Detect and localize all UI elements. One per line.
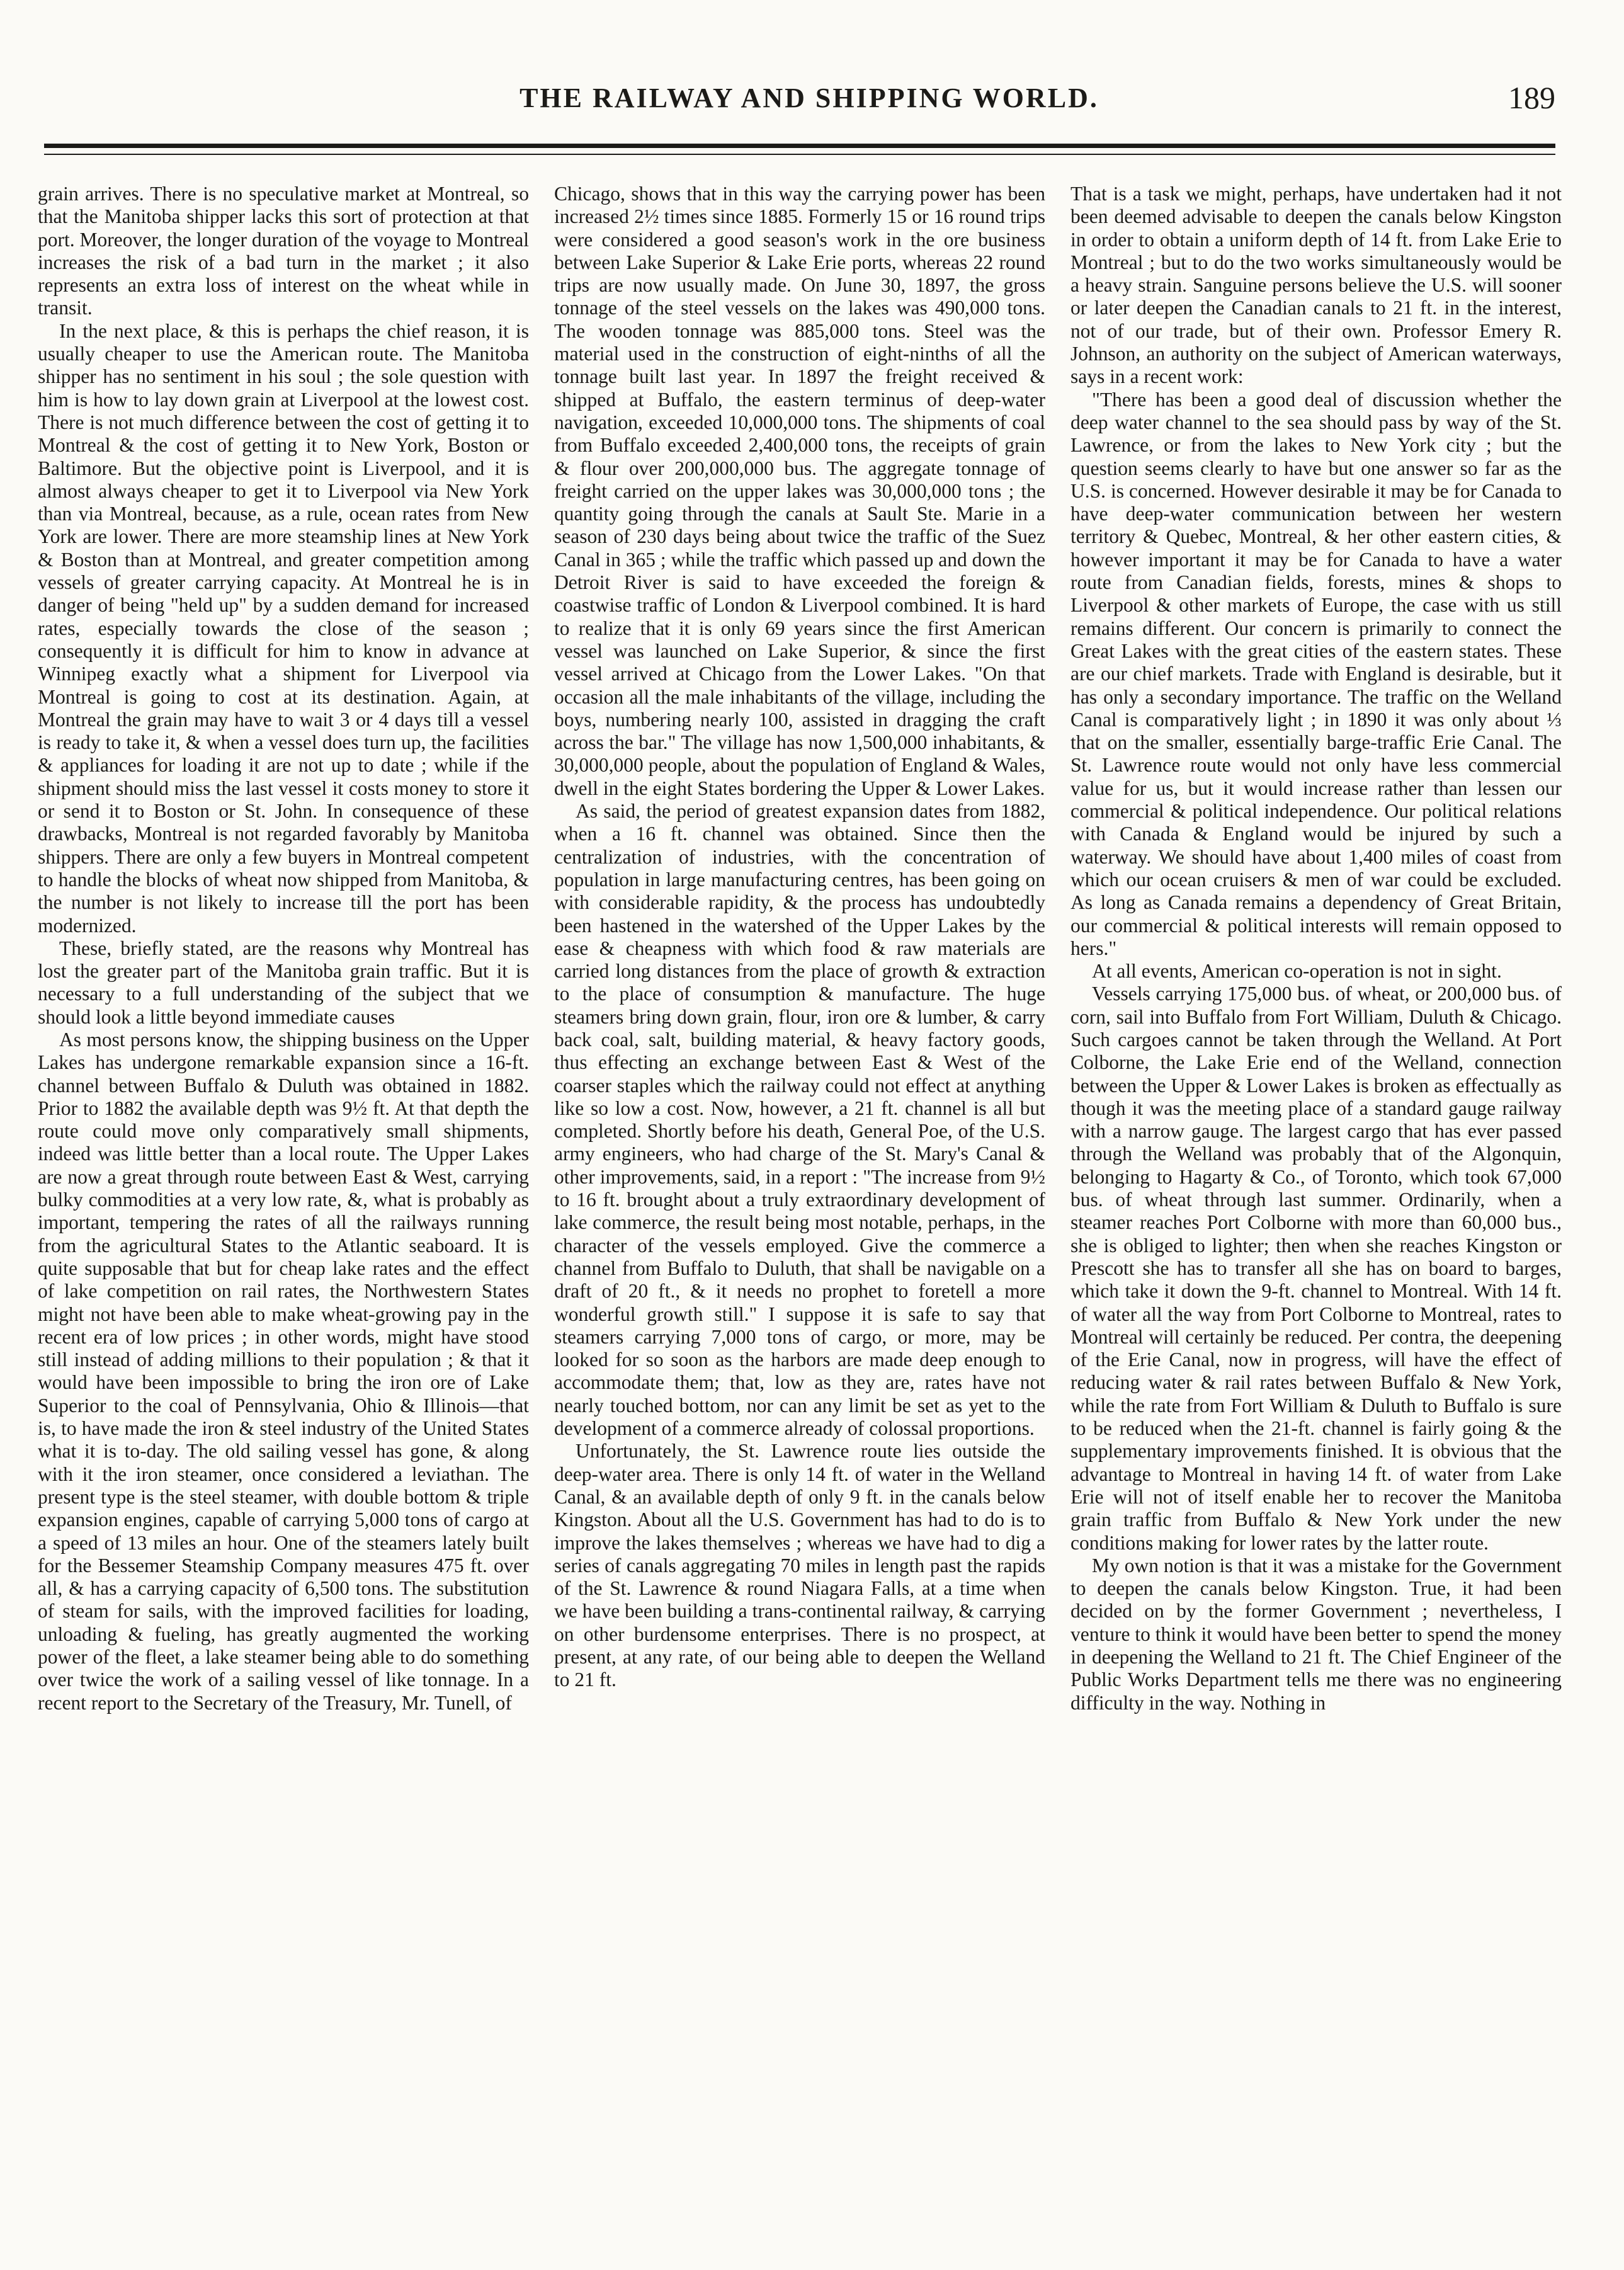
column-2 <box>554 183 1045 2217</box>
article-columns <box>38 183 1562 2217</box>
paragraph: Chicago, shows that in this way the carrying power has been increased 2½ times since 1885. Formerly 15 or 16 round trips were considered a good season's work in the ore business between Lake Superior & Lake Erie ports, whereas 22 round trips are now usually made. On June 30, 1897, the gross tonnage of the steel vessels on the lakes was 490,000 tons. The wooden tonnage was 885,000 tons. Steel was the material used in the construction of eight-ninths of all the tonnage built last year. In 1897 the freight received & shipped at Buffalo, the eastern terminus of deep-water navigation, exceeded 10,000,000 tons. The shipments of coal from Buffalo exceeded 2,400,000 tons, the receipts of grain & flour over 200,000,000 bus. The aggregate tonnage of freight carried on the upper lakes was 30,000,000 tons ; the quantity going through the canals at Sault Ste. Marie in a season of 230 days being about twice the traffic of the Suez Canal in 365 ; while the traffic which passed up and down the Detroit River is said to have exceeded the foreign & coastwise traffic of London & Liverpool combined. It is hard to realize that it is only 69 years since the first American vessel was launched on Lake Superior, & since the first vessel arrived at Chicago from the Lower Lakes. "On that occasion all the male inhabitants of the village, including the boys, numbering nearly 100, assisted in dragging the craft across the bar." The village has now 1,500,000 inhabitants, & 30,000,000 people, about the population of England & Wales, dwell in the eight States bordering the Upper & Lower Lakes. <box>554 183 1045 799</box>
paragraph: In the next place, & this is perhaps the chief reason, it is usually cheaper to use the American route. The Manitoba shipper has no sentiment in his soul ; the sole question with him is how to lay down grain at Liverpool at the lowest cost. There is not much difference between the cost of getting it to Montreal & the cost of getting it to New York, Boston or Baltimore. But the objective point is Liverpool, and it is almost always cheaper to get it to Liverpool via New York than via Montreal, because, as a rule, ocean rates from New York are lower. There are more steamship lines at New York & Boston than at Montreal, and greater competition among vessels of greater carrying capacity. At Montreal he is in danger of being "held up" by a sudden demand for increased rates, especially towards the close of the season ; consequently it is difficult for him to know in advance at Winnipeg exactly what a shipment for Liverpool via Montreal is going to cost at its destination. Again, at Montreal the grain may have to wait 3 or 4 days till a vessel is ready to take it, & when a vessel does turn up, the facilities & appliances for loading it are not up to date ; while if the shipment should miss the last vessel it costs money to store it or send it to Boston or St. John. In consequence of these drawbacks, Montreal is not regarded favorably by Manitoba shippers. There are only a few buyers in Montreal competent to handle the blocks of wheat now shipped from Manitoba, & the number is not likely to increase till the port has been modernized. <box>38 319 529 937</box>
paragraph: That is a task we might, perhaps, have undertaken had it not been deemed advisable to deepen the canals below Kingston in order to obtain a uniform depth of 14 ft. from Lake Erie to Montreal ; but to do the two works simultaneously would be a heavy strain. Sanguine persons believe the U.S. will sooner or later deepen the Canadian canals to 21 ft. in the interest, not of our trade, but of their own. Professor Emery R. Johnson, an authority on the subject of American waterways, says in a recent work: <box>1070 183 1562 388</box>
header-rule-thick <box>44 144 1555 148</box>
column-3 <box>1070 183 1562 2217</box>
header-rule-thin <box>44 154 1555 155</box>
paragraph: At all events, American co-operation is not in sight. <box>1092 960 1502 983</box>
block-quote: "There has been a good deal of discussion whether the deep water channel to the sea should pass by way of the St. Lawrence, or from the lakes to New York city ; but the question seems clearly to have but one answer so far as the U.S. is concerned. However desirable it may be for Canada to have deep-water communication between her western territory & Quebec, Montreal, & her other eastern cities, & however important it may be for Canada to have a water route from Canadian fields, forests, mines & shops to Liverpool & other markets of Europe, the case with us still remains different. Our concern is primarily to connect the Great Lakes with the great cities of the eastern states. These are our chief markets. Trade with England is desirable, but it has only a secondary importance. The traffic on the Welland Canal is comparatively light ; in 1890 it was only about ⅓ that on the smaller, essentially barge-traffic Erie Canal. The St. Lawrence route would not only have less commercial value for us, but it would increase rather than lessen our commercial & political independence. Our political relations with Canada & England would be injured by such a waterway. We should have about 1,400 miles of coast from which our ocean cruisers & men of war could be excluded. As long as Canada remains a dependency of Great Britain, our commercial & political interests will remain opposed to hers." <box>1070 388 1562 959</box>
paragraph: Unfortunately, the St. Lawrence route lies outside the deep-water area. There is only 14 ft. of water in the Welland Canal, & an available depth of only 9 ft. in the canals below Kingston. About all the U.S. Government has had to do is to improve the lakes themselves ; whereas we have had to dig a series of canals aggregating 70 miles in length past the rapids of the St. Lawrence & round Niagara Falls, at a time when we have been building a trans-continental railway, & carrying on other burdensome enterprises. There is no prospect, at present, at any rate, of our being able to deepen the Welland to 21 ft. <box>554 1440 1045 1691</box>
column-1 <box>38 183 529 2217</box>
paragraph: Vessels carrying 175,000 bus. of wheat, or 200,000 bus. of corn, sail into Buffalo from Fort William, Duluth & Chicago. Such cargoes cannot be taken through the Welland. At Port Colborne, the Lake Erie end of the Welland, connection between the Upper & Lower Lakes is broken as effectually as though it was the meeting place of a standard gauge railway with a narrow gauge. The largest cargo that has ever passed through the Welland was probably that of the Algonquin, belonging to Hagarty & Co., of Toronto, which took 67,000 bus. of wheat through last summer. Ordinarily, when a steamer reaches Port Colborne with more than 60,000 bus., she is obliged to lighter; then when she reaches Kingston or Prescott she has to transfer all she has on board to barges, which take it down the 9-ft. channel to Montreal. With 14 ft. of water all the way from Port Colborne to Montreal, rates to Montreal will certainly be reduced. Per contra, the deepening of the Erie Canal, now in progress, will have the effect of reducing water & rail rates between Buffalo & New York, while the rate from Fort William & Duluth to Buffalo is sure to be reduced when the 21-ft. channel is fairly going & the supplementary improvements finished. It is obvious that the advantage to Montreal in having 14 ft. of water from Lake Erie will not of itself enable her to recover the Manitoba grain traffic from Buffalo & New York under the new conditions making for lower rates by the latter route. <box>1070 983 1562 1554</box>
paragraph: As said, the period of greatest expansion dates from 1882, when a 16 ft. channel was obtained. Since then the centralization of industries, with the concentration of population in large manufacturing centres, has been going on with considerable rapidity, & the process has undoubtedly been hastened in the watershed of the Upper Lakes by the ease & cheapness with which food & raw materials are carried long distances from the place of growth & extraction to the place of consumption & manufacture. The huge steamers bring down grain, flour, iron ore & lumber, & carry back coal, salt, building material, & heavy factory goods, thus effecting an exchange between East & West of the coarser staples which the railway could not effect at anything like so low a cost. Now, however, a 21 ft. channel is all but completed. Shortly before his death, General Poe, of the U.S. army engineers, who had charge of the St. Mary's Canal & other improvements, said, in a report : "The increase from 9½ to 16 ft. brought about a truly extraordinary development of lake commerce, the result being most notable, perhaps, in the character of the vessels employed. Give the commerce a channel from Buffalo to Duluth, that shall be navigable on a draft of 20 ft., & it needs no prophet to foretell a more wonderful growth still." I suppose it is safe to say that steamers carrying 7,000 tons of cargo, or more, may be looked for so soon as the harbors are made deep enough to accommodate them; that, low as they are, rates have not nearly touched bottom, nor can any limit be set as yet to the development of a commerce already of colossal proportions. <box>554 800 1045 1440</box>
page-header <box>44 82 1574 139</box>
page-number: 189 <box>1508 80 1555 115</box>
paragraph: grain arrives. There is no speculative market at Montreal, so that the Manitoba shipper lacks this sort of protection at that port. Moreover, the longer duration of the voyage to Montreal increases the risk of a bad turn in the market ; it also represents an extra loss of interest on the wheat while in transit. <box>38 183 529 319</box>
running-title: THE RAILWAY AND SHIPPING WORLD. <box>520 83 1099 113</box>
paragraph: These, briefly stated, are the reasons why Montreal has lost the greater part of the Manitoba grain traffic. But it is necessary to a full understanding of the subject that we should look a little beyond immediate causes <box>38 937 529 1028</box>
paragraph: My own notion is that it was a mistake for the Government to deepen the canals below Kingston. True, it had been decided on by the former Government ; nevertheless, I venture to think it would have been better to spend the money in deepening the Welland to 21 ft. The Chief Engineer of the Public Works Department tells me there was no engineering difficulty in the way. Nothing in <box>1070 1554 1562 1714</box>
paragraph: As most persons know, the shipping business on the Upper Lakes has undergone remarkable expansion since a 16-ft. channel between Buffalo & Duluth was obtained in 1882. Prior to 1882 the available depth was 9½ ft. At that depth the route could move only comparatively small shipments, indeed was little better than a local route. The Upper Lakes are now a great through route between East & West, carrying bulky commodities at a very low rate, &, what is probably as important, tempering the rates of all the railways running from the agricultural States to the Atlantic seaboard. It is quite supposable that but for cheap lake rates and the effect of lake competition on rail rates, the Northwestern States might not have been able to make wheat-growing pay in the recent era of low prices ; in other words, might have stood still instead of adding millions to their population ; & that it would have been impossible to bring the iron ore of Lake Superior to the coal of Pennsylvania, Ohio & Illinois—that is, to have made the iron & steel industry of the United States what it is to-day. The old sailing vessel has gone, & along with it the iron steamer, once considered a leviathan. The present type is the steel steamer, with double bottom & triple expansion engines, capable of carrying 5,000 tons of cargo at a speed of 13 miles an hour. One of the steamers lately built for the Bessemer Steamship Company measures 475 ft. over all, & has a carrying capacity of 6,500 tons. The substitution of steam for sails, with the improved facilities for loading, unloading & fueling, has greatly augmented the working power of the fleet, a lake steamer being able to do something over twice the work of a sailing vessel of like tonnage. In a recent report to the Secretary of the Treasury, Mr. Tunell, of <box>38 1028 529 1714</box>
